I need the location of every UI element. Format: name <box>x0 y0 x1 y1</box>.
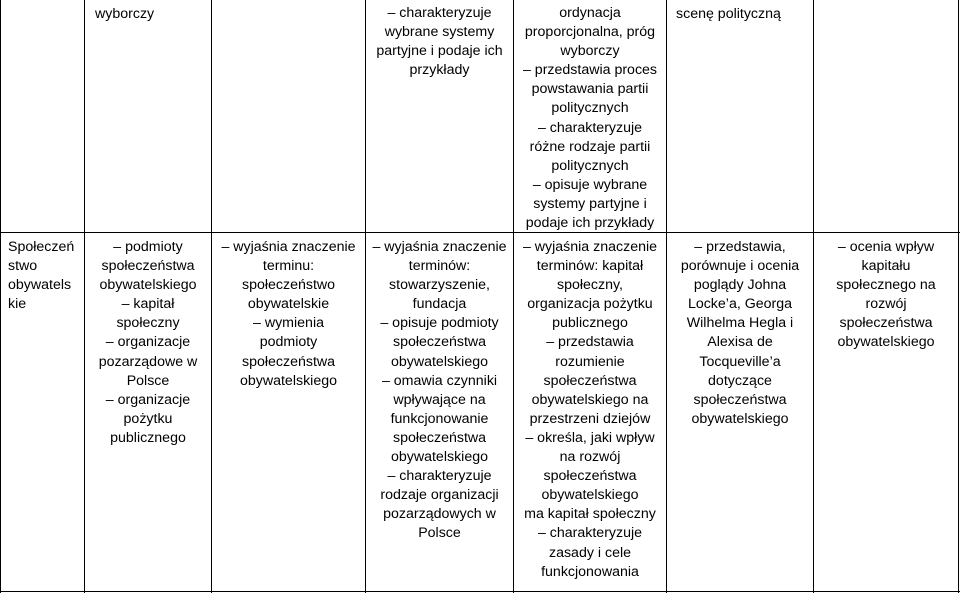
text-line: – organizacje <box>105 391 191 408</box>
main-row-col1-cell <box>8 238 84 314</box>
text-line: podmioty <box>259 334 318 351</box>
text-line: obywatelskiego <box>837 334 935 351</box>
text-line: pożytku <box>123 410 173 427</box>
main-row-col3-cell <box>212 238 365 391</box>
text-line: pozarządowe w <box>98 353 198 370</box>
text-line: obywatelskie <box>247 296 330 313</box>
text-line: społecznego na <box>836 277 936 294</box>
text-line: stwo <box>8 258 38 275</box>
text-line: pozarządowych w <box>383 506 496 523</box>
text-line: społeczeństwa <box>543 468 637 485</box>
text-line: – kapitał <box>121 296 175 313</box>
text-line: Wilhelma Hegla i <box>686 315 794 332</box>
text-line: – przedstawia proces <box>522 62 658 79</box>
text-line: obywatels <box>8 277 72 294</box>
text-line: scenę polityczną <box>676 6 781 22</box>
text-line: publicznego <box>110 429 186 446</box>
text-line: – podmioty <box>113 239 183 255</box>
text-line: obywatelskiego na <box>531 391 649 408</box>
text-line: wyborczy <box>95 6 155 22</box>
text-line: – wyjaśnia znaczenie <box>221 239 356 255</box>
text-line: – charakteryzuje <box>537 525 643 542</box>
text-line: społeczny <box>116 315 180 332</box>
main-row-col4-cell <box>366 238 513 544</box>
text-line: – charakteryzuje <box>387 468 492 485</box>
text-line: funkcjonowanie <box>390 410 489 427</box>
text-line: społeczeństwa <box>693 391 787 408</box>
text-line: porównuje i ocenia <box>680 258 800 275</box>
text-line: – określa, jaki wpływ <box>525 429 655 446</box>
text-line: – omawia czynniki <box>381 372 498 389</box>
text-line: – organizacje <box>105 334 191 351</box>
text-line: społeczeństwa <box>101 258 195 275</box>
text-line: – ocenia wpływ <box>837 239 935 255</box>
text-line: publicznego <box>552 315 628 332</box>
main-row-col7-cell <box>814 238 958 353</box>
text-line: obywatelskiego <box>239 372 337 389</box>
text-line: społeczeństwa <box>392 334 487 351</box>
text-line: – charakteryzuje <box>537 119 643 136</box>
text-line: obywatelskiego <box>691 410 789 427</box>
table-border-right <box>958 0 959 593</box>
text-line: terminu: <box>262 258 315 275</box>
row-divider <box>0 232 960 233</box>
text-line: wybrane systemy <box>384 24 495 41</box>
text-line: fundacja <box>412 296 467 313</box>
text-line: terminów: kapitał <box>536 258 644 275</box>
top-row-col2-cell <box>95 5 210 24</box>
main-row-col6-cell <box>667 238 813 429</box>
text-line: rozumienie <box>555 353 625 370</box>
top-row-col6-cell <box>676 5 811 24</box>
table-border-bottom <box>0 591 960 592</box>
text-line: ordynacja <box>559 5 621 21</box>
text-line: – opisuje wybrane <box>532 176 648 193</box>
text-line: społeczeństwo <box>241 277 336 294</box>
text-line: powstawania partii <box>531 81 649 98</box>
text-line: obywatelskiego <box>390 449 488 466</box>
text-line: funkcjonowania <box>541 563 639 580</box>
text-line: rodzaje organizacji <box>380 487 499 504</box>
text-line: organizacja pożytku <box>527 296 653 313</box>
text-line: Polsce <box>418 525 461 542</box>
text-line: politycznych <box>551 157 629 174</box>
text-line: Tocqueville’a <box>699 353 781 370</box>
text-line: terminów: <box>408 258 471 275</box>
text-line: wpływające na <box>393 391 486 408</box>
text-line: przykłady <box>409 62 470 79</box>
text-line: zasady i cele <box>548 544 631 561</box>
text-line: – wymienia <box>253 315 324 332</box>
text-line: stowarzyszenie, <box>389 277 490 294</box>
text-line: – opisuje podmioty <box>380 315 499 332</box>
text-line: społeczeństwa <box>392 429 487 446</box>
text-line: podaje ich przykłady <box>525 215 655 232</box>
text-line: obywatelskiego <box>541 487 639 504</box>
text-line: na rozwój <box>559 449 621 466</box>
text-line: obywatelskiego <box>99 277 197 294</box>
main-row-col5-cell <box>514 238 666 582</box>
text-line: kie <box>8 296 27 313</box>
text-line: kapitału <box>861 258 911 275</box>
text-line: Społeczeń <box>8 239 75 255</box>
text-line: – przedstawia <box>546 334 634 351</box>
top-row-col4-cell <box>366 4 513 80</box>
top-row-col5-cell <box>514 4 666 233</box>
text-line: społeczny, <box>557 277 623 294</box>
text-line: Polsce <box>126 372 170 389</box>
text-line: – charakteryzuje <box>387 5 492 21</box>
text-line: Locke’a, Georga <box>687 296 793 313</box>
text-line: – przedstawia, <box>694 239 786 255</box>
text-line: poglądy Johna <box>693 277 787 294</box>
text-line: rozwój <box>865 296 907 313</box>
text-line: społeczeństwa <box>839 315 933 332</box>
text-line: politycznych <box>551 100 629 117</box>
main-row-col2-cell <box>85 238 211 448</box>
text-line: dotyczące <box>708 372 772 389</box>
text-line: partyjne i podaje ich <box>376 43 503 60</box>
table-border-left <box>0 0 1 593</box>
text-line: obywatelskiego <box>390 353 488 370</box>
text-line: wyborczy <box>560 43 620 60</box>
text-line: Alexisa de <box>707 334 773 351</box>
text-line: systemy partyjne i <box>533 195 647 212</box>
text-line: proporcjonalna, próg <box>524 24 656 41</box>
text-line: przestrzeni dziejów <box>529 410 651 427</box>
text-line: różne rodzaje partii <box>529 138 651 155</box>
text-line: społeczeństwa <box>543 372 637 389</box>
text-line: ma kapitał społeczny <box>524 506 656 523</box>
text-line: – wyjaśnia znaczenie <box>372 239 507 255</box>
text-line: społeczeństwa <box>241 353 336 370</box>
text-line: – wyjaśnia znaczenie <box>522 239 658 255</box>
